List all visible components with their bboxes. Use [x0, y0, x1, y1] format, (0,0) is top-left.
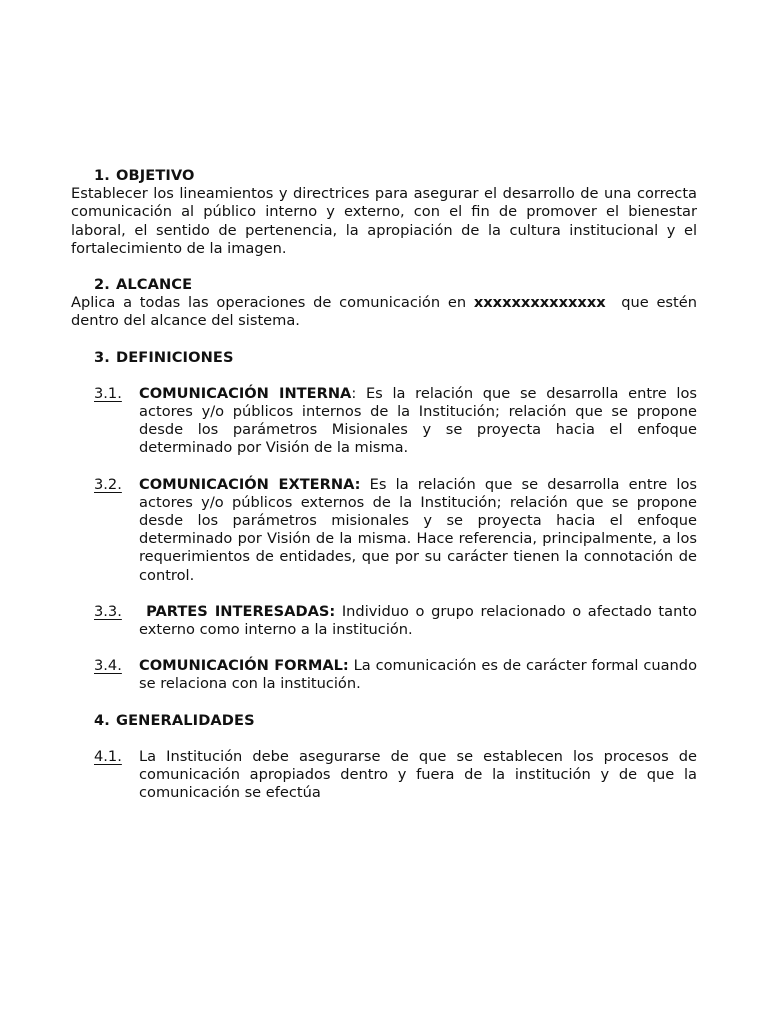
- definition-term: COMUNICACIÓN FORMAL:: [139, 657, 349, 675]
- section-number: 2.: [94, 276, 110, 294]
- definition-term: COMUNICACIÓN EXTERNA:: [139, 475, 361, 493]
- alcance-placeholder-entity: xxxxxxxxxxxxxx: [473, 294, 606, 312]
- definition-number: 3.3.: [94, 602, 122, 620]
- definition-item: [94, 476, 697, 585]
- definition-text: [139, 385, 697, 458]
- section-title: DEFINICIONES: [116, 348, 234, 366]
- definition-description: : Es la relación que se desarrolla entre los actores y/o públicos internos de la Institución; relación que se propone desde los parámetros Misionales y se proyecta hacia el enfoque determinado por Visión de la misma.: [139, 384, 697, 457]
- section-heading-objetivo: [94, 167, 697, 185]
- definition-number: 3.4.: [94, 657, 122, 675]
- section-number: 1.: [94, 167, 110, 184]
- section-title: ALCANCE: [116, 276, 193, 294]
- section-title: OBJETIVO: [116, 167, 195, 184]
- definition-description: Individuo o grupo relacionado o afectado tanto externo como interno a la institución.: [139, 602, 697, 639]
- section-number: 4.: [94, 711, 110, 729]
- generalidades-number: 4.1.: [94, 747, 122, 765]
- definition-text: [139, 476, 697, 585]
- definition-number: 3.1.: [94, 384, 122, 402]
- section-number: 3.: [94, 348, 110, 366]
- definition-text: [139, 657, 697, 693]
- definition-item: [94, 385, 697, 458]
- definition-item: [94, 603, 697, 639]
- objetivo-body: Establecer los lineamientos y directrices para asegurar el desarrollo de una correcta comunicación al público interno y externo, con el fin de promover el bienestar laboral, el sentido de pertenencia, la apropiación de la cultura institucional y el fortalecimiento de la imagen.: [71, 185, 697, 257]
- definition-term: COMUNICACIÓN INTERNA: [139, 384, 352, 402]
- definition-item: [94, 657, 697, 693]
- definition-description: La comunicación es de carácter formal cuando se relaciona con la institución.: [139, 657, 697, 693]
- definition-term: PARTES INTERESADAS:: [139, 602, 336, 620]
- document-content: [71, 167, 702, 802]
- alcance-text-start: Aplica a todas las operaciones de comunicación en: [71, 294, 474, 312]
- definition-description: Es la relación que se desarrolla entre los actores y/o públicos externos de la Institución; relación que se propone desde los parámetros misionales y se proyecta hacia el enfoque determinado por Visión de la misma. Hace referencia, principalmente, a los requerimientos de entidades, que por su carácter tienen la connotación de control.: [139, 475, 697, 584]
- section-title: GENERALIDADES: [116, 711, 255, 729]
- alcance-text-end: que estén dentro del alcance del sistema.: [71, 294, 702, 330]
- generalidades-text: La Institución debe asegurarse de que se establecen los procesos de comunicación apropiados dentro y fuera de la institución y de que la comunicación se efectúa: [139, 747, 697, 802]
- generalidades-item: [94, 748, 697, 803]
- section-heading-definiciones: [94, 349, 697, 367]
- section-heading-alcance: [94, 276, 697, 294]
- definition-number: 3.2.: [94, 475, 122, 493]
- section-heading-generalidades: [94, 712, 697, 730]
- definition-text: [139, 603, 697, 639]
- alcance-body: [71, 294, 702, 330]
